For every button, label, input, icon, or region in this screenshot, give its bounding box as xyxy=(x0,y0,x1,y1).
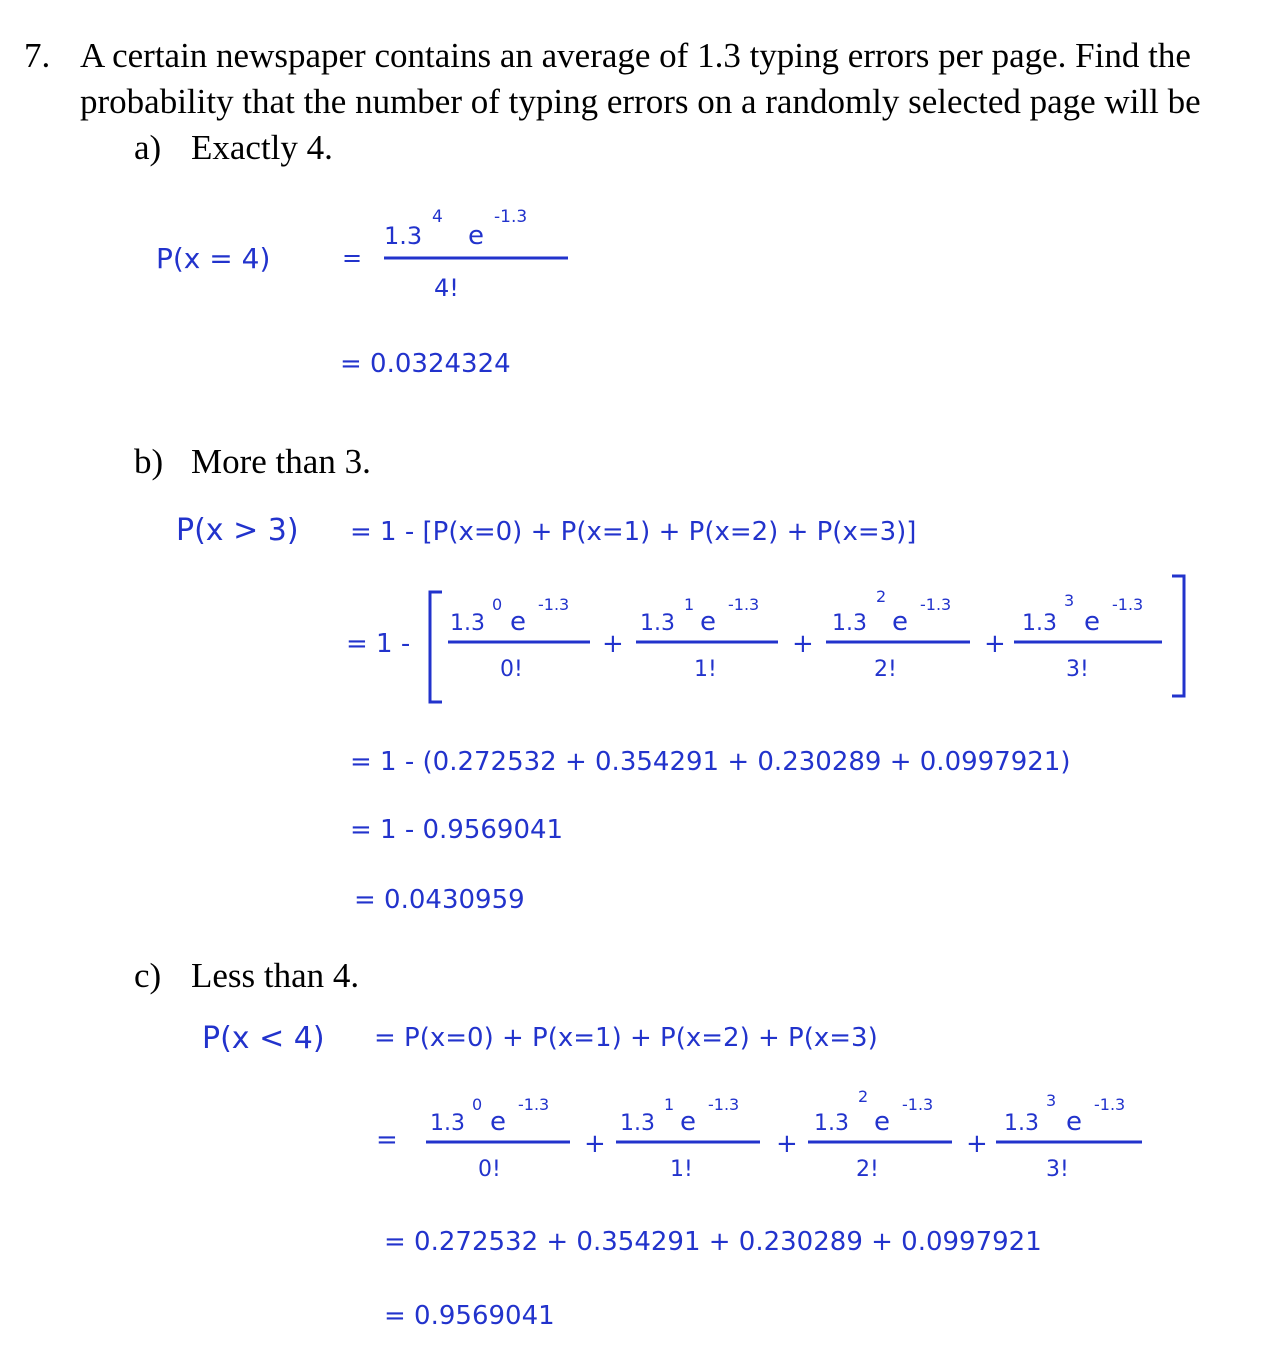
work-b-t0-exp: 0 xyxy=(492,595,503,614)
work-a-den: 4! xyxy=(434,274,459,302)
work-b-line3: = 1 - (0.272532 + 0.354291 + 0.230289 + 0.0997921) xyxy=(350,747,1071,777)
work-c-line1-lhs: P(x < 4) xyxy=(202,1021,325,1056)
work-b-t1-e: e xyxy=(700,607,716,637)
part-c-text: Less than 4. xyxy=(191,956,360,995)
work-c-t0-e: e xyxy=(490,1107,506,1137)
work-b-t0-e-exp: -1.3 xyxy=(538,595,570,614)
work-c-plus-3: + xyxy=(966,1129,988,1159)
work-c-t1-base: 1.3 xyxy=(620,1111,655,1136)
work-c-t2-den: 2! xyxy=(856,1157,879,1182)
work-c-t0-exp: 0 xyxy=(472,1095,483,1114)
work-c-t3-exp: 3 xyxy=(1046,1091,1057,1110)
work-c-line3: = 0.272532 + 0.354291 + 0.230289 + 0.0997921 xyxy=(384,1227,1042,1257)
work-c-t1-e-exp: -1.3 xyxy=(708,1095,740,1114)
work-c-t0-e-exp: -1.3 xyxy=(518,1095,550,1114)
work-a-num-exp: 4 xyxy=(432,207,443,227)
work-c-t0-den: 0! xyxy=(478,1157,501,1182)
work-c-line4: = 0.9569041 xyxy=(384,1301,555,1331)
work-a xyxy=(156,207,568,379)
work-b-t3-e-exp: -1.3 xyxy=(1112,595,1144,614)
work-c-t3-e: e xyxy=(1066,1107,1082,1137)
work-b-line4: = 1 - 0.9569041 xyxy=(350,815,564,845)
work-b-plus-1: + xyxy=(602,629,624,659)
part-a-label: a) xyxy=(134,128,162,167)
part-a-text: Exactly 4. xyxy=(191,128,333,167)
work-b-t0-den: 0! xyxy=(500,657,523,682)
work-c xyxy=(202,1021,1142,1331)
part-c-label: c) xyxy=(134,956,162,995)
work-b-t2-e-exp: -1.3 xyxy=(920,595,952,614)
work-b-t1-base: 1.3 xyxy=(640,611,675,636)
problem-line-1: A certain newspaper contains an average of 1.3 typing errors per page. Find the xyxy=(80,36,1191,75)
work-b-t3-exp: 3 xyxy=(1064,591,1075,610)
work-c-t1-exp: 1 xyxy=(664,1095,675,1114)
work-b-t0-base: 1.3 xyxy=(450,611,485,636)
work-c-t3-den: 3! xyxy=(1046,1157,1069,1182)
work-c-plus-1: + xyxy=(584,1129,606,1159)
work-b-t2-base: 1.3 xyxy=(832,611,867,636)
work-b-plus-3: + xyxy=(984,629,1006,659)
work-b-close-bracket xyxy=(1172,576,1184,696)
work-c-line2-prefix: = xyxy=(376,1125,398,1155)
work-c-t3-e-exp: -1.3 xyxy=(1094,1095,1126,1114)
part-b-label: b) xyxy=(134,442,164,481)
part-b-text: More than 3. xyxy=(191,442,371,481)
work-b-line5: = 0.0430959 xyxy=(354,885,525,915)
work-a-num-base: 1.3 xyxy=(384,222,423,250)
work-b xyxy=(176,513,1184,915)
work-c-plus-2: + xyxy=(776,1129,798,1159)
work-b-line2-prefix: = 1 - xyxy=(346,629,411,659)
work-b-t2-exp: 2 xyxy=(876,587,887,606)
work-a-num-e: e xyxy=(468,221,484,251)
work-b-t3-e: e xyxy=(1084,607,1100,637)
work-c-t2-e: e xyxy=(874,1107,890,1137)
work-b-line1-rhs: = 1 - [P(x=0) + P(x=1) + P(x=2) + P(x=3)] xyxy=(350,517,917,547)
work-c-t2-base: 1.3 xyxy=(814,1111,849,1136)
work-c-t2-e-exp: -1.3 xyxy=(902,1095,934,1114)
work-b-t1-den: 1! xyxy=(694,657,717,682)
work-c-t2-exp: 2 xyxy=(858,1087,869,1106)
work-b-line1-lhs: P(x > 3) xyxy=(176,513,299,548)
work-b-t1-exp: 1 xyxy=(684,595,695,614)
problem-line-2: probability that the number of typing errors on a randomly selected page will be xyxy=(80,82,1201,121)
work-c-t1-den: 1! xyxy=(670,1157,693,1182)
work-a-lhs: P(x = 4) xyxy=(156,242,271,275)
work-b-open-bracket xyxy=(430,592,442,702)
work-a-num-e-exp: -1.3 xyxy=(494,207,528,227)
work-c-t0-base: 1.3 xyxy=(430,1111,465,1136)
work-a-eq: = xyxy=(342,244,363,272)
work-b-t1-e-exp: -1.3 xyxy=(728,595,760,614)
work-c-t1-e: e xyxy=(680,1107,696,1137)
work-b-t2-e: e xyxy=(892,607,908,637)
work-c-line1-rhs: = P(x=0) + P(x=1) + P(x=2) + P(x=3) xyxy=(374,1023,878,1053)
work-b-t3-base: 1.3 xyxy=(1022,611,1057,636)
work-b-t3-den: 3! xyxy=(1066,657,1089,682)
work-b-plus-2: + xyxy=(792,629,814,659)
work-c-t3-base: 1.3 xyxy=(1004,1111,1039,1136)
problem-number: 7. xyxy=(24,36,51,75)
work-b-t2-den: 2! xyxy=(874,657,897,682)
work-b-t0-e: e xyxy=(510,607,526,637)
work-a-result: = 0.0324324 xyxy=(340,349,511,379)
